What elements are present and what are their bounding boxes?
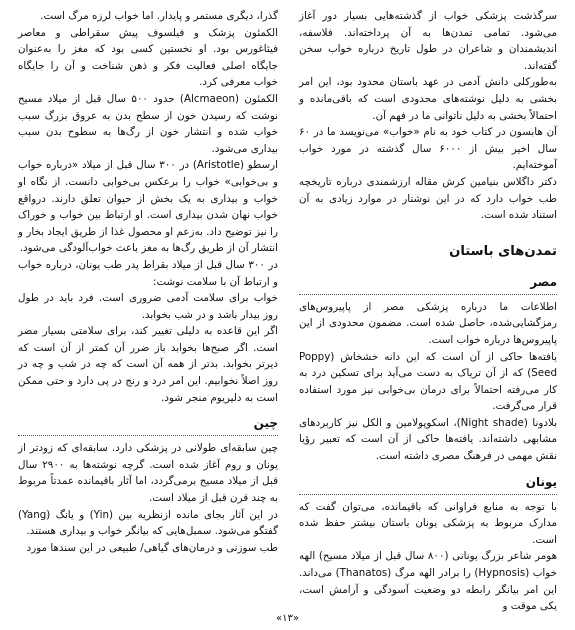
heading-rule	[299, 293, 557, 295]
paragraph: هومر شاعر بزرگ یونانی (۸۰۰ سال قبل از میلاد مسیح) الهه خواب (Hypnosis) را برادر الهه مرگ (Thanatos) می‌داند. این امر بیانگر رابطه دو وضعیت آسودگی و آرامش است، یکی موقت و	[299, 550, 557, 613]
paragraph: سرگذشت پزشکی خواب از گذشته‌هایی بسیار دور آغاز می‌شود. تمامی تمدن‌ها به آن پرداخته‌اند. فلاسفه، اندیشمندان و شاعران در طول تاریخ درباره خواب سخن گفته‌اند.	[299, 10, 557, 72]
heading-rule	[299, 493, 557, 495]
paragraph: به‌طورکلی دانش آدمی در عهد باستان محدود بود، این امر بخشی به دلیل نوشته‌های محدودی است که باقی‌مانده و احتمالاً بخشی به دلیل ناتوانی ما در فهم آن.	[299, 76, 557, 122]
paragraph: یافته‌ها حاکی از آن است که این دانه خشخاش (Poppy Seed) که از آن تریاک به دست می‌آید برای تسکین درد به کار می‌رفته احتمالاً برای درمان بی‌خوابی نیز مورد استفاده قرار می‌گرفت.	[299, 350, 557, 413]
left-column	[18, 8, 278, 556]
paragraph: الکمئون (Alcmaeon) حدود ۵۰۰ سال قبل از میلاد مسیح نوشت که رسیدن خون از سطح بدن به عروق بزرگ سبب خواب شده و انتشار خون از رگ‌ها به سطوح بدن سبب بیداری می‌شود.	[18, 92, 278, 155]
paragraph: بلادونا (Night shade)، اسکوپولامین و الکل نیز کاربردهای مشابهی داشته‌اند. یافته‌ها حاکی از آن است که تعبیر رؤیا نقش مهمی در فرهنگ مصری داشته است.	[299, 416, 557, 463]
right-column	[299, 8, 557, 615]
subsection-title-greece: یونان	[525, 474, 557, 489]
paragraph: اگر این قاعده به دلیلی تغییر کند، برای سلامتی بسیار مضر است. اگر صبح‌ها بخوابد باز ضرر آن کمتر از آن است که دیرتر بخوابد. بدتر از همه آن است که چه در شب و چه در روز اصلاً نخوابیم. این امر درد و رنج در پی دارد و حتی ممکن است به دلیریوم منجر شود.	[18, 325, 278, 404]
heading-rule	[18, 434, 278, 436]
section-title-ancient-civilizations: تمدن‌های باستان	[449, 243, 557, 259]
paragraph: در ۳۰۰ سال قبل از میلاد بقراط پدر طب یونان، درباره خواب و ارتباط آن با سلامت نوشت:	[18, 258, 278, 288]
paragraph: با توجه به منابع فراوانی که باقیمانده، می‌توان گفت که مدارک مربوط به پزشکی یونان باستان بیشتر حفظ شده است.	[299, 500, 557, 546]
subsection-title-egypt: مصر	[530, 274, 557, 289]
paragraph: اطلاعات ما درباره پزشکی مصر از پاپیروس‌های رمزگشایی‌شده، حاصل شده است. مضمون محدودی از این پاپیروس‌ها درباره خواب است.	[299, 300, 557, 346]
paragraph: چین سابقه‌ای طولانی در پزشکی دارد. سابقه‌ای که زودتر از یونان و روم آغاز شده است. گرچه نوشته‌ها به ۲۹۰۰ سال قبل از میلاد مسیح برمی‌گردد، اما آثار باقیمانده عمدتاً مربوط به چند قرن قبل از میلاد است.	[18, 442, 278, 505]
paragraph: خواب برای سلامت آدمی ضروری است. فرد باید در طول روز بیدار باشد و در شب بخوابد.	[18, 292, 278, 321]
paragraph: آن هابسون در کتاب خود به نام «خواب» می‌نویسد ما در ۶۰ سال اخیر بیش از ۶۰۰۰ سال گذشته در مورد خواب آموخته‌ایم.	[299, 126, 557, 172]
subsection-title-china: چین	[253, 416, 278, 431]
paragraph: طب سوزنی و درمان‌های گیاهی/ طبیعی در این سندها مورد	[26, 541, 278, 554]
paragraph: الکمئون پزشک و فیلسوف پیش سقراطی و معاصر فیثاغورس بود. او نخستین کسی بود که مغز را به‌عنوان جایگاه اصلی فعالیت فکر و ذهن شناخت و آن را جایگاه خواب معرفی کرد.	[18, 26, 278, 89]
page-number: «۱۳»	[276, 613, 299, 624]
paragraph: ارسطو (Aristotle) در ۳۰۰ سال قبل از میلاد «درباره خواب و بی‌خوابی» خواب را برعکس بی‌خوابی دانست. از نگاه او خواب و بیداری به یک بخش از حیوان تعلق دارند. درواقع خواب نهان شدن بیداری است. او ارتباط بین خواب و خوراک را نیز توضیح داد. به‌زعم او محصول غذا از طریق ایجاد بخار و انتشار آن از طریق رگ‌ها به مغز باعث خواب‌آلودگی می‌شود.	[18, 159, 278, 255]
paragraph: دکتر داگلاس بنیامین کرش مقاله ارزشمندی درباره تاریخچه طب خواب دارد که در این نوشتار در موارد زیادی به آن استناد شده است.	[299, 175, 557, 222]
paragraph: گذرا، دیگری مستمر و پایدار. اما خواب لرزه مرگ است.	[40, 10, 278, 22]
paragraph: در این آثار بجای مانده ازنظریه بین (Yin) و یانگ (Yang) گفتگو می‌شود. سمبل‌هایی که بیانگر خواب و بیداری هستند.	[18, 508, 278, 538]
